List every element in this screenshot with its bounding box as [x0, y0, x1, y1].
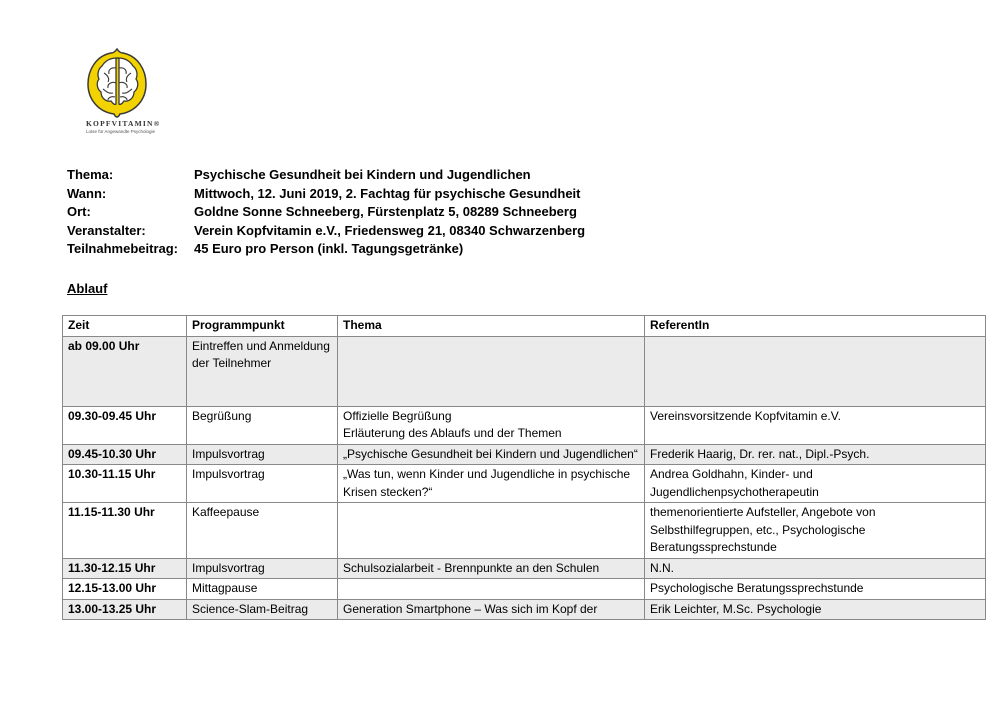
info-value: 45 Euro pro Person (inkl. Tagungsgetränke) [194, 241, 464, 256]
cell-thema [338, 503, 645, 559]
schedule-table [62, 315, 986, 620]
cell-thema: Offizielle Begrüßung Erläuterung des Ablaufs und der Themen [338, 406, 645, 444]
info-value: Verein Kopfvitamin e.V., Friedensweg 21, 08340 Schwarzenberg [194, 222, 586, 238]
cell-zeit: 11.15-11.30 Uhr [63, 503, 187, 559]
cell-referent: Frederik Haarig, Dr. rer. nat., Dipl.-Psych. [645, 444, 986, 465]
cell-zeit: 09.45-10.30 Uhr [63, 444, 187, 465]
header-programmpunkt: Programmpunkt [187, 316, 338, 337]
table-row [63, 579, 986, 600]
cell-thema: Generation Smartphone – Was sich im Kopf der [338, 599, 645, 620]
cell-programm: Kaffeepause [187, 503, 338, 559]
brand-name: KOPFVITAMIN® [86, 119, 161, 128]
cell-zeit: 12.15-13.00 Uhr [63, 579, 187, 600]
info-value: Psychische Gesundheit bei Kindern und Jugendlichen [194, 167, 531, 182]
table-row [63, 444, 986, 465]
brand-tagline: Lotse für Angewandte Psychologie [86, 129, 156, 134]
cell-thema: „Psychische Gesundheit bei Kindern und Jugendlichen“ [338, 444, 645, 465]
cell-programm: Science-Slam-Beitrag [187, 599, 338, 620]
info-value: Mittwoch, 12. Juni 2019, 2. Fachtag für psychische Gesundheit [194, 185, 581, 201]
cell-zeit: 13.00-13.25 Uhr [63, 599, 187, 620]
info-label: Teilnahmebeitrag: [67, 241, 179, 256]
table-row [63, 599, 986, 620]
info-label: Ort: [67, 204, 91, 219]
info-row-thema [67, 166, 585, 185]
table-row [63, 406, 986, 444]
brain-lemon-icon [86, 48, 148, 118]
cell-programm: Impulsvortrag [187, 558, 338, 579]
info-row-veranstalter [67, 222, 585, 241]
table-row [63, 558, 986, 579]
cell-thema: Schulsozialarbeit - Brennpunkte an den Schulen [338, 558, 645, 579]
cell-referent: Psychologische Beratungssprechstunde [645, 579, 986, 600]
cell-zeit: ab 09.00 Uhr [63, 336, 187, 406]
info-label: Wann: [67, 185, 107, 201]
cell-thema: „Was tun, wenn Kinder und Jugendliche in psychische Krisen stecken?“ [338, 465, 645, 503]
info-label: Thema: [67, 167, 114, 182]
table-row [63, 336, 986, 406]
cell-referent [645, 336, 986, 406]
cell-zeit: 09.30-09.45 Uhr [63, 406, 187, 444]
cell-referent: Erik Leichter, M.Sc. Psychologie [645, 599, 986, 620]
info-label: Veranstalter: [67, 222, 146, 238]
header-thema: Thema [338, 316, 645, 337]
cell-referent: Andrea Goldhahn, Kinder- und Jugendlichenpsychotherapeutin [645, 465, 986, 503]
header-zeit: Zeit [63, 316, 187, 337]
cell-programm: Eintreffen und Anmeldung der Teilnehmer [187, 336, 338, 406]
table-row [63, 503, 986, 559]
cell-programm: Impulsvortrag [187, 444, 338, 465]
cell-referent: N.N. [645, 558, 986, 579]
cell-programm: Impulsvortrag [187, 465, 338, 503]
section-title: Ablauf [67, 281, 108, 296]
event-info [67, 166, 585, 259]
cell-referent: themenorientierte Aufsteller, Angebote von Selbsthilfegruppen, etc., Psychologische Beratungssprechstunde [645, 503, 986, 559]
info-row-wann [67, 185, 585, 204]
cell-thema [338, 579, 645, 600]
info-row-teilnahmebeitrag [67, 240, 585, 259]
cell-thema [338, 336, 645, 406]
info-value: Goldne Sonne Schneeberg, Fürstenplatz 5, 08289 Schneeberg [194, 204, 577, 219]
table-row [63, 465, 986, 503]
cell-programm: Mittagpause [187, 579, 338, 600]
info-row-ort [67, 203, 585, 222]
cell-referent: Vereinsvorsitzende Kopfvitamin e.V. [645, 406, 986, 444]
logo [80, 48, 172, 134]
header-referentin: ReferentIn [645, 316, 986, 337]
cell-zeit: 10.30-11.15 Uhr [63, 465, 187, 503]
cell-zeit: 11.30-12.15 Uhr [63, 558, 187, 579]
cell-programm: Begrüßung [187, 406, 338, 444]
table-header-row [63, 316, 986, 337]
